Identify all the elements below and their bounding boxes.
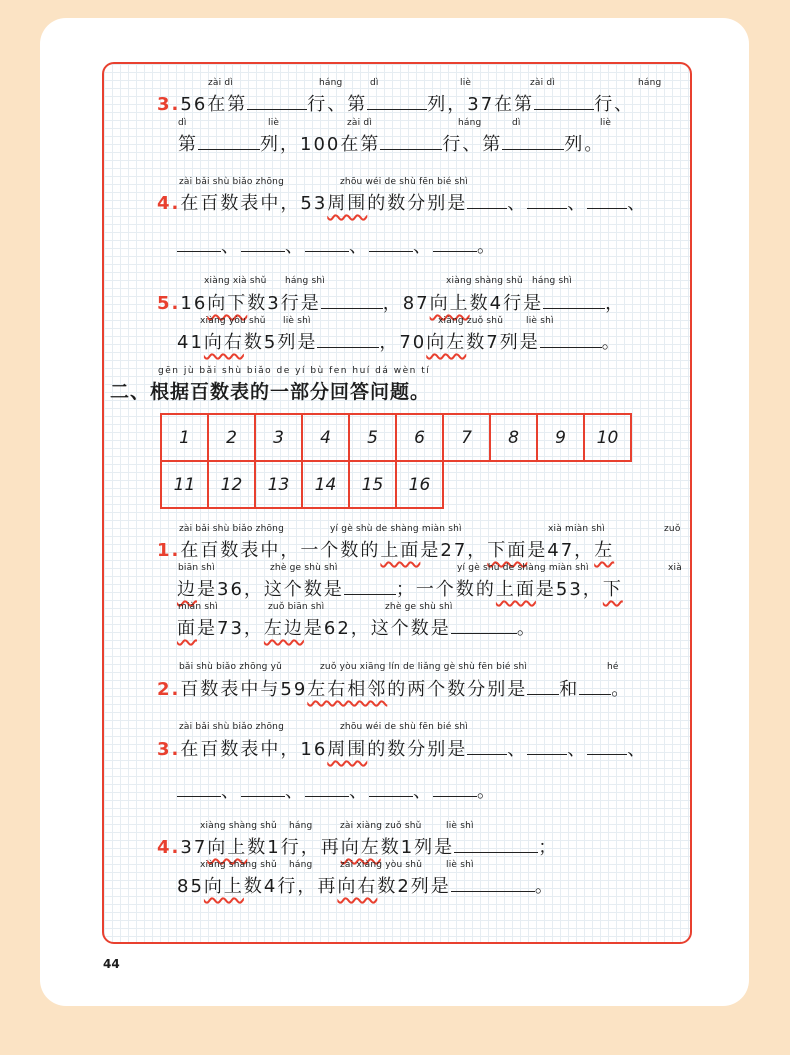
pinyin: gēn jù bǎi shù biǎo de yí bù fen huí dá wèn tí <box>158 366 431 376</box>
pinyin: liè <box>268 118 280 128</box>
pinyin: zài xiàng yòu shǔ <box>340 860 423 870</box>
pinyin: biān shì <box>178 563 215 573</box>
chart-cell: 10 <box>584 414 631 461</box>
pinyin: háng shì <box>285 276 325 286</box>
pinyin: xiàng shàng shǔ <box>200 821 277 831</box>
answer-blank[interactable] <box>321 294 383 309</box>
answer-blank[interactable] <box>467 194 507 209</box>
answer-blank[interactable] <box>433 237 477 252</box>
answer-blank[interactable] <box>540 333 602 348</box>
pinyin: zài bǎi shù biǎo zhōng <box>179 177 284 187</box>
pinyin: miàn shì <box>178 602 218 612</box>
pinyin: zhōu wéi de shù fēn bié shì <box>340 722 469 732</box>
answer-blank[interactable] <box>579 680 611 695</box>
pinyin: háng <box>289 860 313 870</box>
pinyin: xià <box>668 563 682 573</box>
pinyin: háng <box>638 78 662 88</box>
answer-blank[interactable] <box>367 95 427 110</box>
pinyin: xiàng shàng shǔ <box>200 860 277 870</box>
pinyin: zuǒ biān shì <box>268 602 325 612</box>
hundred-chart-excerpt <box>160 413 632 509</box>
pinyin: liè <box>460 78 472 88</box>
question-text: 5.16向下数3行是 ，87向上数4行是 ， <box>157 293 626 314</box>
chart-cell: 11 <box>161 461 208 508</box>
question-text: 4.在百数表中，53周围的数分别是 、 、 、 <box>157 193 648 214</box>
chart-cell: 1 <box>161 414 208 461</box>
pinyin: zài bǎi shù biǎo zhōng <box>179 722 284 732</box>
pinyin: liè shì <box>526 316 554 326</box>
pinyin: xiàng shàng shǔ <box>446 276 523 286</box>
answer-blank[interactable] <box>177 237 221 252</box>
answer-blank[interactable] <box>467 740 507 755</box>
answer-blank[interactable] <box>247 95 307 110</box>
chart-cell: 14 <box>302 461 349 508</box>
chart-cell: 9 <box>537 414 584 461</box>
question-text: 2.百数表中与59左右相邻的两个数分别是 和 。 <box>157 679 632 700</box>
pinyin: liè shì <box>446 860 474 870</box>
question-text: 3.在百数表中，16周围的数分别是 、 、 、 <box>157 739 648 760</box>
page-number: 44 <box>103 957 120 971</box>
question-text: 3.56在第 行、第 列，37在第 行、 <box>157 94 635 115</box>
question-text: 85向上数4行，再向右数2列是 。 <box>177 876 555 897</box>
chart-cell: 8 <box>490 414 537 461</box>
answer-blank[interactable] <box>369 782 413 797</box>
pinyin: dì <box>512 118 521 128</box>
pinyin: xiàng yòu shǔ <box>200 316 266 326</box>
pinyin: háng <box>319 78 343 88</box>
pinyin: zài dì <box>530 78 556 88</box>
question-text: 4.37向上数1行，再向左数1列是 ； <box>157 837 559 858</box>
answer-blank[interactable] <box>369 237 413 252</box>
question-text: 、 、 、 、 。 <box>177 232 497 258</box>
chart-cell: 4 <box>302 414 349 461</box>
pinyin: liè <box>600 118 612 128</box>
pinyin: yí gè shù de shàng miàn shì <box>457 563 589 573</box>
question-text: 1.在百数表中，一个数的上面是27，下面是47，左 <box>157 540 615 561</box>
pinyin: zhè ge shù shì <box>270 563 338 573</box>
pinyin: zài dì <box>208 78 234 88</box>
section-title: 二、根据百数表的一部分回答问题。 <box>110 381 431 403</box>
pinyin: xià miàn shì <box>548 524 605 534</box>
pinyin: bǎi shù biǎo zhōng yǔ <box>179 662 283 672</box>
chart-cell: 16 <box>396 461 443 508</box>
answer-blank[interactable] <box>527 194 567 209</box>
chart-cell: 5 <box>349 414 396 461</box>
question-text: 面是73，左边是62，这个数是 。 <box>177 618 537 639</box>
pinyin: zuǒ <box>664 524 681 534</box>
answer-blank[interactable] <box>587 740 627 755</box>
pinyin: zài dì <box>347 118 373 128</box>
answer-blank[interactable] <box>451 619 517 634</box>
pinyin: yí gè shù de shàng miàn shì <box>330 524 462 534</box>
chart-cell: 13 <box>255 461 302 508</box>
question-text: 41向右数5列是 ，70向左数7列是 。 <box>177 332 622 353</box>
answer-blank[interactable] <box>380 135 442 150</box>
answer-blank[interactable] <box>241 782 285 797</box>
question-text: 、 、 、 、 。 <box>177 777 497 803</box>
chart-cell: 15 <box>349 461 396 508</box>
answer-blank[interactable] <box>587 194 627 209</box>
answer-blank[interactable] <box>433 782 477 797</box>
answer-blank[interactable] <box>527 680 559 695</box>
chart-cell: 6 <box>396 414 443 461</box>
question-text: 边是36，这个数是 ；一个数的上面是53，下 <box>177 579 623 600</box>
chart-cell: 12 <box>208 461 255 508</box>
answer-blank[interactable] <box>502 135 564 150</box>
pinyin: háng <box>458 118 482 128</box>
answer-blank[interactable] <box>451 877 535 892</box>
pinyin: háng <box>289 821 313 831</box>
pinyin: zài bǎi shù biǎo zhōng <box>179 524 284 534</box>
answer-blank[interactable] <box>534 95 594 110</box>
chart-cell: 3 <box>255 414 302 461</box>
pinyin: zhōu wéi de shù fēn bié shì <box>340 177 469 187</box>
pinyin: liè shì <box>283 316 311 326</box>
pinyin: zài xiàng zuǒ shǔ <box>340 821 422 831</box>
pinyin: háng shì <box>532 276 572 286</box>
answer-blank[interactable] <box>344 580 396 595</box>
pinyin: zhè ge shù shì <box>385 602 453 612</box>
answer-blank[interactable] <box>198 135 260 150</box>
pinyin: dì <box>370 78 379 88</box>
answer-blank[interactable] <box>543 294 605 309</box>
chart-cell: 7 <box>443 414 490 461</box>
question-text: 第 列，100在第 行、第 列。 <box>178 134 605 155</box>
pinyin: hé <box>607 662 619 672</box>
answer-blank[interactable] <box>177 782 221 797</box>
chart-cell: 2 <box>208 414 255 461</box>
pinyin: zuǒ yòu xiāng lín de liǎng gè shù fēn bié shì <box>320 662 528 672</box>
answer-blank[interactable] <box>305 237 349 252</box>
answer-blank[interactable] <box>241 237 285 252</box>
pinyin: xiàng xià shǔ <box>204 276 267 286</box>
pinyin: liè shì <box>446 821 474 831</box>
answer-blank[interactable] <box>317 333 379 348</box>
answer-blank[interactable] <box>454 838 538 853</box>
pinyin: dì <box>178 118 187 128</box>
pinyin: xiàng zuǒ shǔ <box>438 316 504 326</box>
answer-blank[interactable] <box>305 782 349 797</box>
answer-blank[interactable] <box>527 740 567 755</box>
